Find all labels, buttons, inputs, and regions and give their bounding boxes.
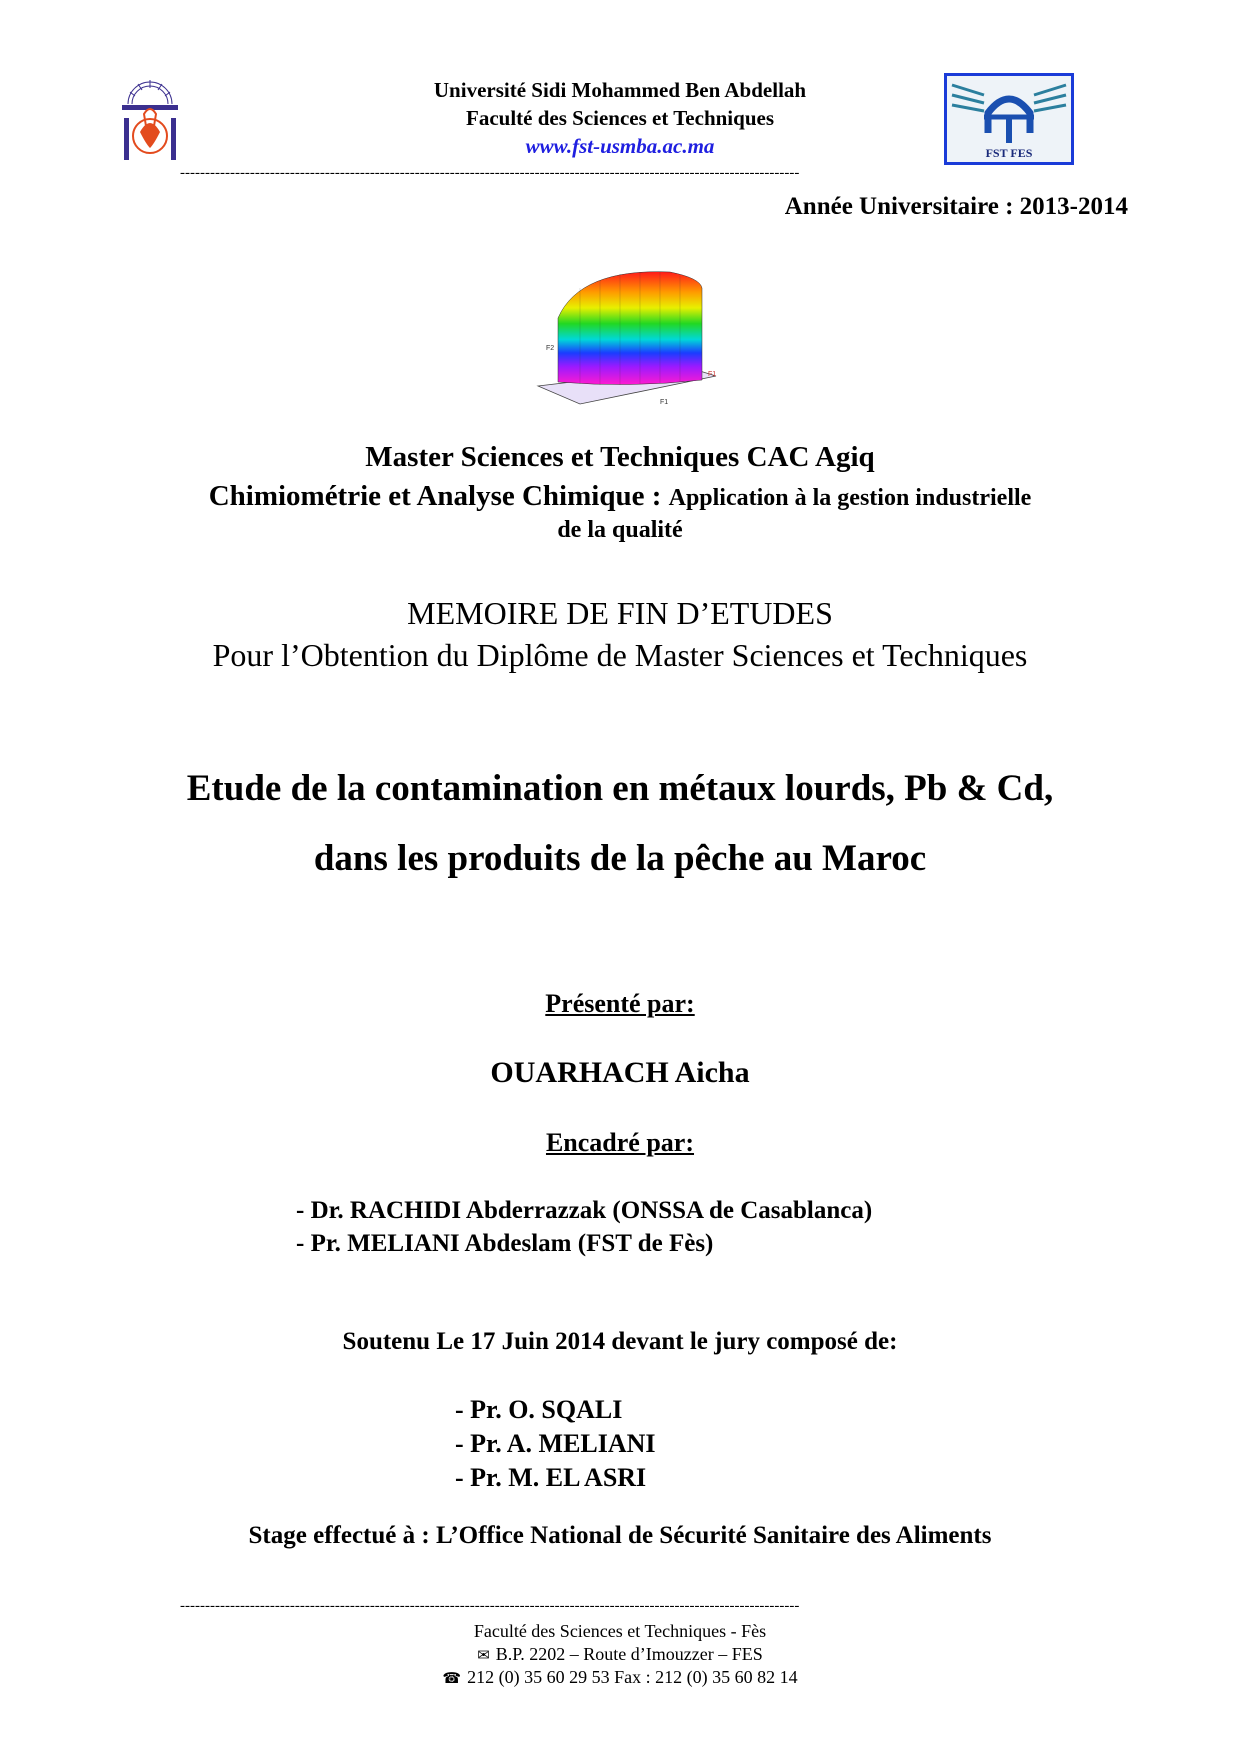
footer-faculty: Faculté des Sciences et Techniques - Fès bbox=[473, 1621, 767, 1641]
supervisor-item: - Pr. MELIANI Abdeslam (FST de Fès) bbox=[296, 1230, 714, 1257]
university-name: Université Sidi Mohammed Ben Abdellah bbox=[433, 78, 807, 102]
university-header bbox=[360, 76, 880, 160]
response-surface-figure bbox=[520, 258, 718, 408]
defense-statement: Soutenu Le 17 Juin 2014 devant le jury composé de: bbox=[342, 1328, 898, 1355]
program-application: Application à la gestion industrielle bbox=[668, 485, 1032, 511]
footer-address bbox=[0, 1643, 1240, 1668]
thesis-title-line1: Etude de la contamination en métaux lourds, Pb & Cd, bbox=[186, 768, 1054, 809]
student-name: OUARHACH Aicha bbox=[490, 1056, 750, 1089]
jury-member: - Pr. O. SQALI bbox=[455, 1395, 623, 1424]
thesis-title-line2: dans les produits de la pêche au Maroc bbox=[313, 838, 927, 879]
usmba-logo bbox=[118, 74, 182, 164]
memoire-purpose: Pour l’Obtention du Diplôme de Master Sciences et Techniques bbox=[212, 637, 1028, 673]
faculty-name: Faculté des Sciences et Techniques bbox=[466, 106, 774, 130]
phone-icon: ☎ bbox=[442, 1671, 462, 1687]
academic-year: Année Universitaire : 2013-2014 bbox=[784, 193, 1128, 220]
svg-text:F1: F1 bbox=[708, 371, 717, 378]
footer-separator: ---------------------------------------------------------------------------------------------------------------------------- bbox=[180, 1598, 800, 1614]
internship-location: Stage effectué à : L’Office National de Sécurité Sanitaire des Aliments bbox=[248, 1522, 992, 1549]
supervisor-item: - Dr. RACHIDI Abderrazzak (ONSSA de Casablanca) bbox=[296, 1197, 873, 1224]
svg-text:F2: F2 bbox=[546, 345, 555, 352]
mail-icon: ✉ bbox=[477, 1648, 490, 1664]
fst-fes-logo bbox=[944, 73, 1074, 165]
footer-phone-text: 212 (0) 35 60 29 53 Fax : 212 (0) 35 60 82 14 bbox=[467, 1667, 798, 1687]
program-subtitle-cont: de la qualité bbox=[557, 517, 683, 543]
program-title: Master Sciences et Techniques CAC Agiq bbox=[365, 441, 875, 473]
svg-text:F1: F1 bbox=[660, 399, 669, 406]
svg-text:FST FES: FST FES bbox=[985, 146, 1033, 160]
footer-phone bbox=[0, 1666, 1240, 1691]
program-specialty: Chimiométrie et Analyse Chimique : bbox=[208, 480, 669, 512]
memoire-heading: MEMOIRE DE FIN D’ETUDES bbox=[407, 595, 833, 631]
jury-member: - Pr. M. EL ASRI bbox=[455, 1463, 647, 1492]
program-subtitle bbox=[0, 480, 1240, 513]
presented-by-label: Présenté par: bbox=[545, 989, 695, 1018]
jury-member: - Pr. A. MELIANI bbox=[455, 1429, 656, 1458]
website-link[interactable]: www.fst-usmba.ac.ma bbox=[525, 134, 715, 158]
footer-address-text: B.P. 2202 – Route d’Imouzzer – FES bbox=[495, 1644, 763, 1664]
header-separator: ---------------------------------------------------------------------------------------------------------------------------- bbox=[180, 165, 800, 181]
supervised-by-label: Encadré par: bbox=[545, 1128, 695, 1157]
